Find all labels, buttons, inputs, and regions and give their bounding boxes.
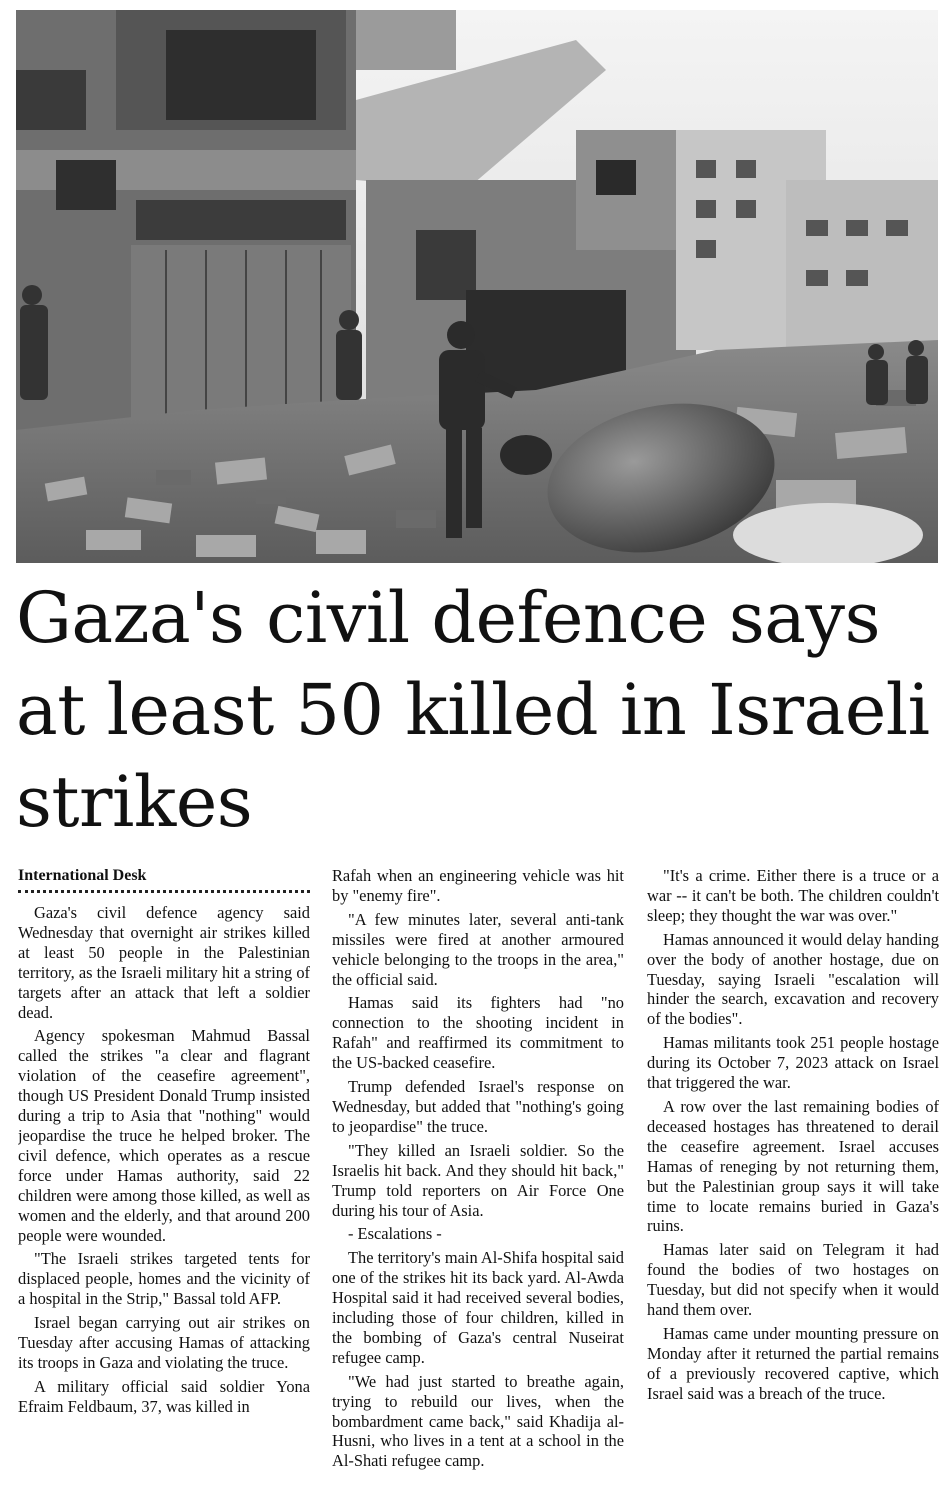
- paragraph: A row over the last remaining bodies of deceased hostages has threatened to derail the ceasefire agreement. Israel accuses Hamas of reneging by not returning them, but the Palestinian group says it will take time to locate remains buried in Gaza's ruins.: [647, 1096, 939, 1236]
- section-subhead: - Escalations -: [348, 1224, 442, 1244]
- paragraph: Hamas later said on Telegram it had found the bodies of two hostages on Tuesday, but did not specify when it would hand them over.: [647, 1240, 939, 1320]
- paragraph: The territory's main Al-Shifa hospital said one of the strikes hit its back yard. Al-Awda Hospital said it had received several bodies, including those of four children, killed in the bombing of Gaza's central Nuseirat refugee camp.: [332, 1248, 624, 1367]
- paragraph: "We had just started to breathe again, trying to rebuild our lives, when the bombardment came back," said Khadija al-Husni, who lives in a tent at a school in the Al-Shati refugee camp.: [332, 1371, 624, 1471]
- paragraph: Agency spokesman Mahmud Bassal called the strikes "a clear and flagrant violation of the ceasefire agreement", though US President Donald Trump insisted during a trip to Asia that "nothing" would jeopardise the truce he helped broker. The civil defence, which operates as a rescue force under Hamas authority, said 22 children were among those killed, as well as women and the elderly, and that around 200 people were wounded.: [18, 1026, 310, 1245]
- paragraph: Hamas militants took 251 people hostage during its October 7, 2023 attack on Israel that triggered the war.: [647, 1033, 939, 1093]
- paragraph: "They killed an Israeli soldier. So the Israelis hit back. And they should hit back," Trump told reporters on Air Force One during his tour of Asia.: [332, 1140, 624, 1220]
- paragraph: Gaza's civil defence agency said Wednesday that overnight air strikes killed at least 50 people in the Palestinian territory, as the Israeli military hit a string of targets after an attack that left a soldier dead.: [18, 903, 310, 1022]
- paragraph: Hamas said its fighters had "no connection to the shooting incident in Rafah" and reaffirmed its commitment to the US-backed ceasefire.: [332, 993, 624, 1073]
- paragraph: "A few minutes later, several anti-tank missiles were fired at another armoured vehicle belonging to the troops in the area," the official said.: [332, 909, 624, 989]
- paragraph: Rafah when an engineering vehicle was hit by "enemy fire".: [332, 866, 624, 905]
- paragraph: Israel began carrying out air strikes on Tuesday after accusing Hamas of attacking its troops in Gaza and violating the truce.: [18, 1313, 310, 1372]
- paragraph: Hamas came under mounting pressure on Monday after it returned the partial remains of a previously recovered captive, which Israel said was a breach of the truce.: [647, 1323, 939, 1403]
- article-column-2: [332, 866, 624, 1506]
- article-column-1: [18, 866, 310, 1506]
- article-column-3: [647, 866, 939, 1506]
- headline: Gaza's civil defence says at least 50 killed in Israeli strikes: [16, 577, 930, 843]
- paragraph: "It's a crime. Either there is a truce or a war -- it can't be both. The children couldn't sleep; they thought the war was over.": [647, 866, 939, 925]
- paragraph: Hamas announced it would delay handing over the body of another hostage, due on Tuesday, saying Israeli "escalation will hinder the search, excavation and recovery of the bodies".: [647, 929, 939, 1029]
- byline: International Desk: [18, 867, 147, 884]
- paragraph: A military official said soldier Yona Efraim Feldbaum, 37, was killed in: [18, 1376, 310, 1416]
- byline-divider: [18, 890, 310, 893]
- article-photo: [16, 10, 938, 563]
- paragraph: "The Israeli strikes targeted tents for displaced people, homes and the vicinity of a hospital in the Strip," Bassal told AFP.: [18, 1249, 310, 1309]
- paragraph: Trump defended Israel's response on Wednesday, but added that "nothing's going to jeopardise" the truce.: [332, 1077, 624, 1136]
